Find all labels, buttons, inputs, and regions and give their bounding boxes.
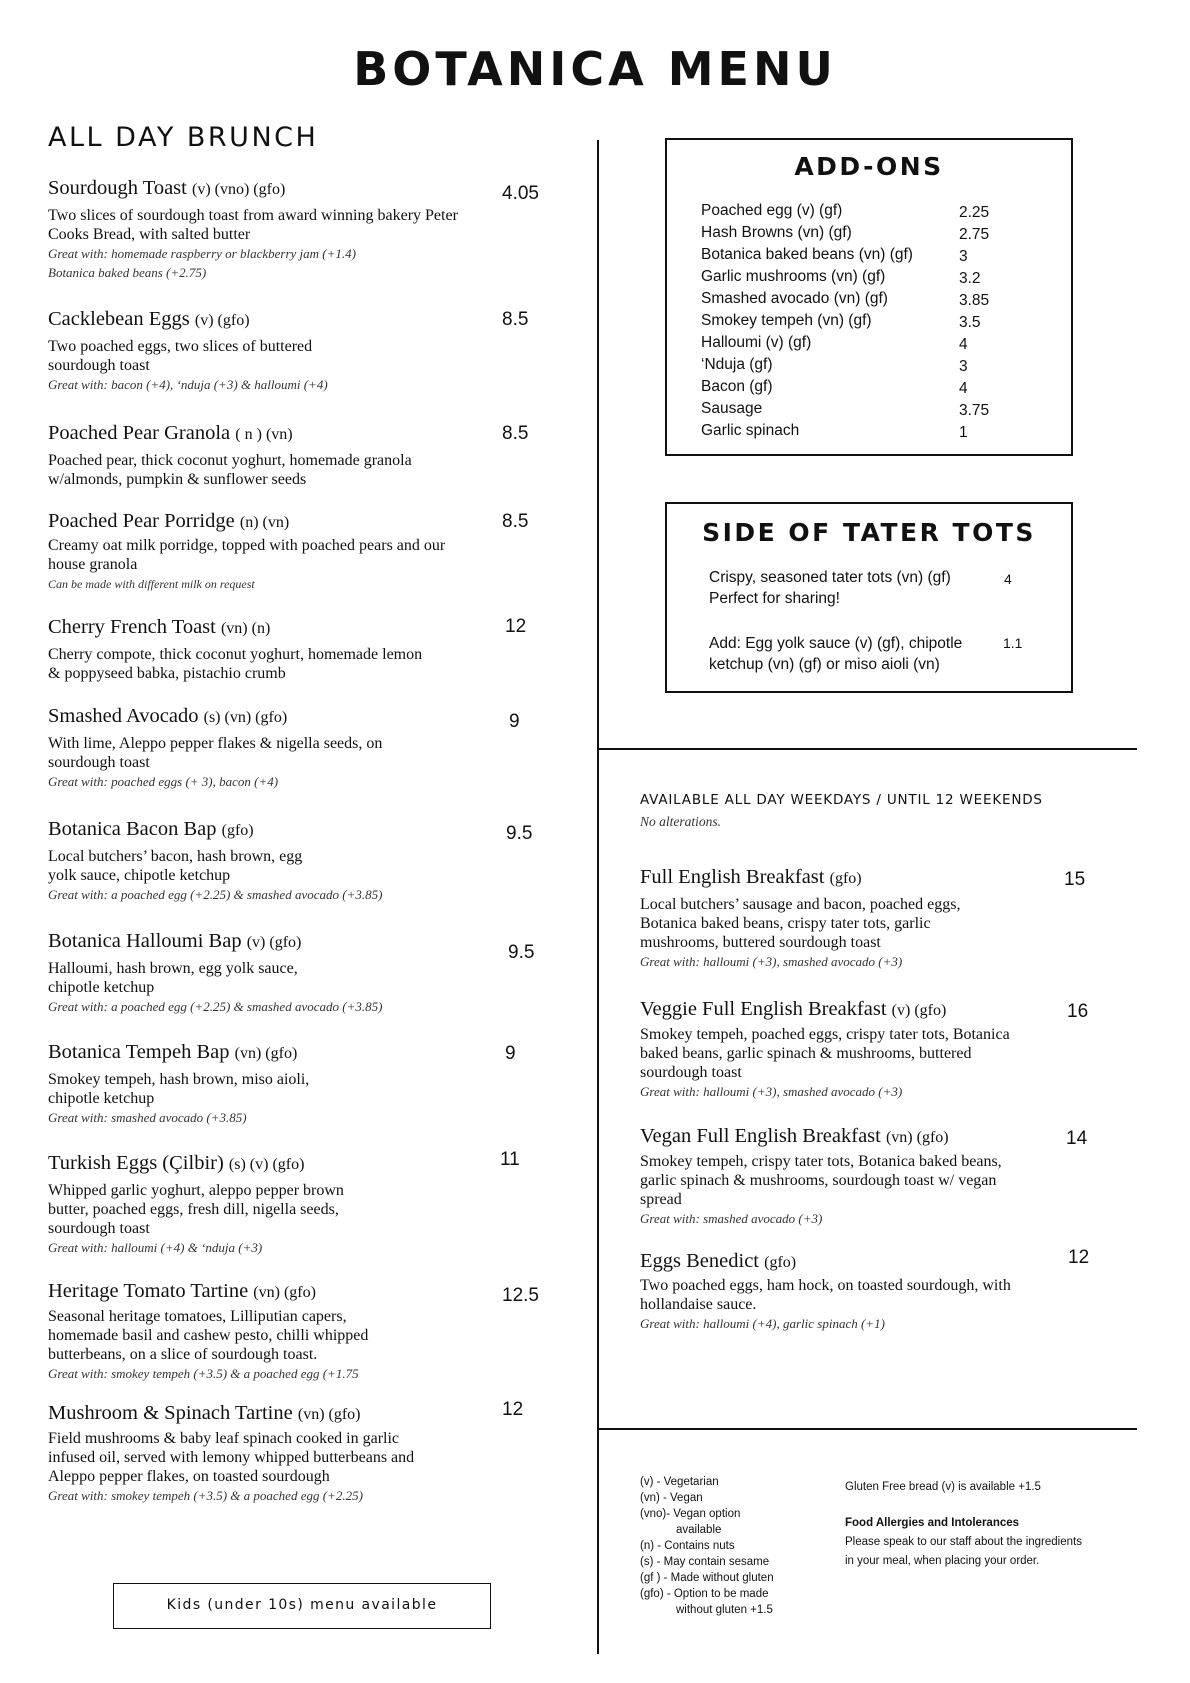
addon-name: Bacon (gf) [701, 378, 773, 395]
item-suggestion: Great with: smokey tempeh (+3.5) & a poached egg (+2.25) [48, 1488, 363, 1503]
item-name: Botanica Halloumi Bap [48, 930, 242, 952]
item-description: Local butchers’ bacon, hash brown, egg yolk sauce, chipotle ketchup [48, 848, 303, 884]
item-suggestion: Great with: bacon (+4), ‘nduja (+3) & halloumi (+4) [48, 377, 328, 392]
allergy-text: in your meal, when placing your order. [845, 1555, 1040, 1567]
addon-price: 3.75 [959, 402, 990, 419]
item-name: Heritage Tomato Tartine [48, 1280, 249, 1302]
item-price: 9 [509, 711, 520, 732]
item-price: 9.5 [508, 942, 535, 963]
addon-name: Poached egg (v) (gf) [701, 202, 843, 219]
column-divider [597, 140, 599, 1654]
item-price: 12 [505, 616, 527, 637]
item-suggestion: Great with: smashed avocado (+3.85) [48, 1110, 247, 1125]
item-description: Halloumi, hash brown, egg yolk sauce, chipotle ketchup [48, 960, 298, 996]
addon-price: 3.85 [959, 292, 990, 309]
item-tags: (s) (vn) (gfo) [203, 709, 288, 726]
legend-line: (gf ) - Made without gluten [640, 1572, 774, 1584]
gluten-free-note: Gluten Free bread (v) is available +1.5 [845, 1481, 1041, 1493]
item-name: Vegan Full English Breakfast [640, 1125, 881, 1147]
item-name: Full English Breakfast [640, 866, 825, 888]
item-suggestion: Great with: halloumi (+3), smashed avocado (+3) [640, 954, 903, 969]
menu-title: BOTANICA MENU [353, 42, 837, 96]
kids-menu-note: Kids (under 10s) menu available [113, 1583, 491, 1629]
item-name: Veggie Full English Breakfast [640, 998, 887, 1020]
item-name: Cacklebean Eggs [48, 308, 190, 330]
tots-add-description: Add: Egg yolk sauce (v) (gf), chipotle [709, 635, 963, 652]
addon-name: Smokey tempeh (vn) (gf) [701, 312, 872, 329]
item-description: Whipped garlic yoghurt, aleppo pepper brown butter, poached eggs, fresh dill, nigella seeds, sourdough toast [48, 1182, 344, 1237]
tater-tots-heading: SIDE OF TATER TOTS [702, 518, 1036, 547]
legend-line: (gfo) - Option to be made [640, 1588, 769, 1600]
item-description: Two slices of sourdough toast from award winning bakery Peter Cooks Bread, with salted butter [48, 207, 458, 243]
item-description: Cherry compote, thick coconut yoghurt, homemade lemon & poppyseed babka, pistachio crumb [48, 646, 423, 682]
item-description: Poached pear, thick coconut yoghurt, homemade granola w/almonds, pumpkin & sunflower seeds [48, 452, 412, 488]
item-tags: (gfo) [829, 870, 862, 887]
item-description: Seasonal heritage tomatoes, Lilliputian capers, homemade basil and cashew pesto, chilli whipped butterbeans, on a slice of sourdough toast. [48, 1308, 369, 1363]
item-name: Eggs Benedict [640, 1250, 759, 1272]
item-price: 9.5 [506, 823, 533, 844]
menu-item [640, 864, 1060, 972]
legend-line: without gluten +1.5 [676, 1604, 773, 1616]
item-description: Two poached eggs, two slices of buttered sourdough toast [48, 338, 313, 374]
item-description: Smokey tempeh, poached eggs, crispy tater tots, Botanica baked beans, garlic spinach & mushrooms, buttered sourdough toast [640, 1026, 1010, 1081]
addon-price: 3.5 [959, 314, 981, 331]
item-name: Turkish Eggs (Çilbir) [48, 1152, 224, 1174]
menu-item [640, 1248, 1060, 1334]
item-price: 4.05 [502, 183, 539, 204]
menu-item [640, 1123, 1060, 1229]
item-suggestion: Great with: halloumi (+4), garlic spinach (+1) [640, 1316, 885, 1331]
tots-add-price: 1.1 [1003, 635, 1023, 651]
legend-line: available [676, 1524, 722, 1536]
item-description: Two poached eggs, ham hock, on toasted sourdough, with hollandaise sauce. [640, 1277, 1011, 1313]
item-tags: (gfo) [764, 1254, 797, 1271]
item-tags: (s) (v) (gfo) [228, 1156, 305, 1173]
item-tags: (v) (gfo) [246, 934, 302, 951]
addon-name: Botanica baked beans (vn) (gf) [701, 246, 913, 263]
addon-price: 2.25 [959, 204, 990, 221]
item-suggestion: Great with: poached eggs (+ 3), bacon (+4) [48, 774, 279, 789]
item-price: 16 [1067, 1001, 1089, 1022]
item-price: 15 [1064, 869, 1086, 890]
item-suggestion: Great with: homemade raspberry or blackberry jam (+1.4) [48, 246, 356, 261]
item-description: Local butchers’ sausage and bacon, poached eggs, Botanica baked beans, crispy tater tots, garlic mushrooms, buttered sourdough toast [640, 896, 961, 951]
item-price: 14 [1066, 1128, 1088, 1149]
legend-line: (s) - May contain sesame [640, 1556, 770, 1568]
item-suggestion: Great with: a poached egg (+2.25) & smashed avocado (+3.85) [48, 887, 383, 902]
menu-item [48, 614, 468, 683]
item-suggestion: Great with: halloumi (+4) & ‘nduja (+3) [48, 1240, 263, 1255]
item-tags: (gfo) [221, 822, 254, 839]
addon-name: ‘Nduja (gf) [701, 356, 773, 373]
item-tags: (vn) (gfo) [885, 1129, 949, 1146]
menu-item [48, 1278, 468, 1384]
item-price: 8.5 [502, 423, 529, 444]
item-tags: (vn) (gfo) [297, 1406, 361, 1423]
item-name: Botanica Tempeh Bap [48, 1041, 230, 1063]
item-name: Mushroom & Spinach Tartine [48, 1402, 293, 1424]
addon-price: 4 [959, 336, 968, 353]
item-name: Sourdough Toast [48, 177, 187, 199]
item-description: Field mushrooms & baby leaf spinach cooked in garlic infused oil, served with lemony whipped butterbeans and Aleppo pepper flakes, on toasted sourdough [48, 1430, 415, 1485]
addon-price: 2.75 [959, 226, 990, 243]
menu-item [48, 816, 468, 905]
availability-note: No alterations. [640, 814, 722, 829]
tots-add-description: ketchup (vn) (gf) or miso aioli (vn) [709, 656, 940, 673]
dietary-legend [640, 1474, 774, 1618]
addon-price: 3.2 [959, 270, 981, 287]
item-tags: (v) (gfo) [194, 312, 250, 329]
allergy-text: Please speak to our staff about the ingredients [845, 1536, 1082, 1548]
item-name: Smashed Avocado [48, 705, 199, 727]
tots-description: Crispy, seasoned tater tots (vn) (gf) [709, 569, 951, 586]
item-price: 8.5 [502, 511, 529, 532]
item-price: 12.5 [502, 1285, 539, 1306]
item-price: 11 [500, 1149, 520, 1170]
item-name: Botanica Bacon Bap [48, 818, 217, 840]
menu-item [48, 928, 468, 1017]
item-tags: (n) (vn) [239, 514, 290, 531]
menu-item [48, 1400, 468, 1506]
menu-item [48, 175, 468, 283]
item-tags: (vn) (gfo) [253, 1284, 316, 1301]
availability-heading: AVAILABLE ALL DAY WEEKDAYS / UNTIL 12 WEEKENDS [640, 792, 1043, 808]
item-name: Poached Pear Porridge [48, 510, 235, 532]
item-description: Smokey tempeh, crispy tater tots, Botanica baked beans, garlic spinach & mushrooms, sourdough toast w/ vegan spread [640, 1153, 1002, 1208]
tots-price: 4 [1004, 571, 1012, 587]
item-description: With lime, Aleppo pepper flakes & nigella seeds, on sourdough toast [48, 735, 383, 771]
item-description: Creamy oat milk porridge, topped with poached pears and our house granola [48, 537, 446, 573]
menu-item [48, 1039, 468, 1128]
addon-name: Sausage [701, 400, 763, 417]
item-price: 9 [505, 1043, 516, 1064]
item-price: 8.5 [502, 309, 529, 330]
section-divider [597, 748, 1137, 750]
item-suggestion: Great with: halloumi (+3), smashed avocado (+3) [640, 1084, 903, 1099]
addon-name: Smashed avocado (vn) (gf) [701, 290, 888, 307]
addon-name: Garlic mushrooms (vn) (gf) [701, 268, 886, 285]
item-name: Cherry French Toast [48, 616, 216, 638]
addons-heading: ADD-ONS [794, 152, 944, 181]
menu-item [48, 703, 468, 792]
addon-price: 3 [959, 248, 968, 265]
item-suggestion: Great with: smashed avocado (+3) [640, 1211, 823, 1226]
tater-tots-box [665, 502, 1073, 693]
menu-item [640, 996, 1060, 1102]
item-suggestion: Great with: smokey tempeh (+3.5) & a poached egg (+1.75 [48, 1366, 359, 1381]
item-tags: (v) (vno) (gfo) [191, 181, 286, 198]
addon-price: 4 [959, 380, 968, 397]
item-tags: ( n ) (vn) [235, 426, 293, 443]
item-tags: (vn) (n) [220, 620, 271, 637]
item-tags: (v) (gfo) [891, 1002, 947, 1019]
addon-price: 3 [959, 358, 968, 375]
addons-box [665, 138, 1073, 456]
item-price: 12 [1068, 1247, 1090, 1268]
brunch-heading: ALL DAY BRUNCH [48, 122, 319, 153]
legend-line: (n) - Contains nuts [640, 1540, 735, 1552]
menu-item [48, 508, 468, 594]
menu-item [48, 1150, 468, 1258]
item-description: Smokey tempeh, hash brown, miso aioli, chipotle ketchup [48, 1071, 310, 1107]
addon-name: Hash Browns (vn) (gf) [701, 224, 852, 241]
allergy-title: Food Allergies and Intolerances [845, 1517, 1020, 1529]
item-suggestion: Great with: a poached egg (+2.25) & smashed avocado (+3.85) [48, 999, 383, 1014]
menu-item [48, 420, 468, 489]
item-suggestion: Botanica baked beans (+2.75) [48, 265, 207, 280]
item-price: 12 [502, 1399, 524, 1420]
section-divider [597, 1428, 1137, 1430]
item-tags: (vn) (gfo) [234, 1045, 298, 1062]
legend-line: (vn) - Vegan [640, 1492, 703, 1504]
legend-line: (v) - Vegetarian [640, 1476, 719, 1488]
tots-description: Perfect for sharing! [709, 590, 840, 607]
addon-price: 1 [959, 424, 968, 441]
legend-line: (vno)- Vegan option [640, 1508, 741, 1520]
item-suggestion: Can be made with different milk on request [48, 577, 255, 591]
addon-name: Halloumi (v) (gf) [701, 334, 812, 351]
addon-name: Garlic spinach [701, 422, 800, 439]
menu-item [48, 306, 468, 395]
item-name: Poached Pear Granola [48, 422, 231, 444]
